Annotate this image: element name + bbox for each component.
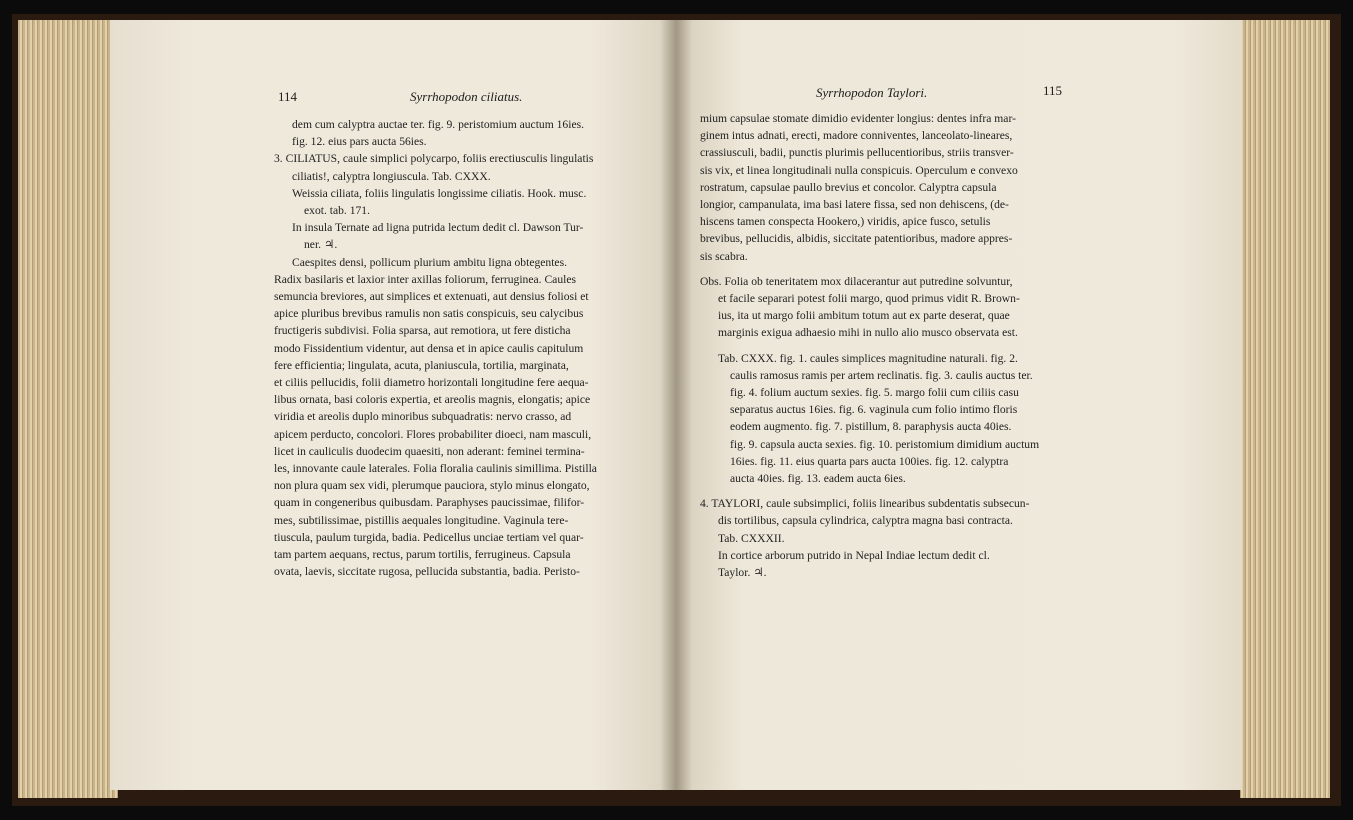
text-line: fig. 12. eius pars aucta 56ies. — [292, 135, 427, 149]
running-head: Syrrhopodon ciliatus. — [410, 89, 523, 104]
book-gutter — [660, 20, 692, 790]
page-edges-left — [18, 20, 118, 798]
text-line: fere efficientia; lingulata, acuta, planiuscula, tortilia, marginata, — [274, 358, 569, 372]
page-edges-right — [1240, 20, 1330, 798]
text-line: ius, ita ut margo folii ambitum totum aut ex parte deserat, quae — [718, 309, 1010, 323]
text-line: Radix basilaris et laxior inter axillas foliorum, ferruginea. Caules — [274, 272, 576, 286]
running-head: Syrrhopodon Taylori. — [816, 85, 928, 100]
text-line: apice pluribus brevibus ramulis non satis conspicuis, seu calycibus — [274, 307, 584, 321]
text-line: rostratum, capsulae paullo brevius et concolor. Calyptra capsula — [700, 180, 997, 194]
text-line: ginem intus adnati, erecti, madore conniventes, lanceolato-lineares, — [700, 129, 1013, 143]
text-line: 3. CILIATUS, caule simplici polycarpo, foliis erectiusculis lingulatis — [274, 152, 594, 166]
text-line: Taylor. ♃. — [718, 566, 767, 580]
text-line: eodem augmento. fig. 7. pistillum, 8. paraphysis aucta 40ies. — [730, 420, 1012, 434]
text-line: viridia et areolis duplo minoribus subquadratis: nervo crasso, ad — [274, 410, 572, 424]
text-line: dis tortilibus, capsula cylindrica, calyptra magna basi contracta. — [718, 514, 1013, 528]
text-line: caulis ramosus ramis per artem reclinatis. fig. 3. caulis auctus ter. — [730, 368, 1033, 382]
text-line: fig. 9. capsula aucta sexies. fig. 10. peristomium dimidium auctum — [730, 437, 1040, 451]
text-line: Weissia ciliata, foliis lingulatis longissime ciliatis. Hook. musc. — [292, 186, 587, 200]
text-line: hiscens tamen conspecta Hookero,) viridis, apice fusco, setulis — [700, 215, 991, 229]
left-page — [110, 20, 676, 790]
text-line: Tab. CXXX. fig. 1. caules simplices magnitudine naturali. fig. 2. — [718, 351, 1018, 365]
text-line: separatus auctus 16ies. fig. 6. vaginula cum folio intimo floris — [730, 403, 1018, 417]
text-line: sis scabra. — [700, 249, 748, 263]
page-number: 115 — [1043, 83, 1063, 98]
text-line: In cortice arborum putrido in Nepal Indiae lectum dedit cl. — [718, 548, 990, 562]
text-line: brevibus, pellucidis, albidis, siccitate patentioribus, madore appres- — [700, 232, 1013, 246]
text-line: tam partem aequans, rectus, parum tortilis, ferrugineus. Capsula — [274, 548, 571, 562]
text-line: dem cum calyptra auctae ter. fig. 9. peristomium auctum 16ies. — [292, 118, 585, 131]
text-line: ner. ♃. — [304, 238, 338, 252]
text-line: sis vix, et linea longitudinali nulla conspicuis. Operculum e convexo — [700, 163, 1018, 177]
text-line: ovata, laevis, siccitate rugosa, pellucida substantia, badia. Peristo- — [274, 565, 580, 579]
text-line: mes, subtilissimae, pistillis aequales longitudine. Vaginula tere- — [274, 513, 569, 527]
text-line: tiuscula, paulum turgida, badia. Pedicellus unciae tertiam vel quar- — [274, 530, 584, 544]
text-line: aucta 40ies. fig. 13. eadem aucta 6ies. — [730, 472, 906, 486]
text-line: modo Fissidentium videntur, aut densa et in apice caulis capitulum — [274, 341, 584, 355]
text-line: crassiusculi, badii, punctis plurimis pellucentioribus, striis transver- — [700, 146, 1014, 160]
page-number: 114 — [278, 89, 298, 104]
right-page — [676, 20, 1242, 790]
right-body-text — [700, 110, 1090, 581]
text-line: fig. 4. folium auctum sexies. fig. 5. margo folii cum ciliis casu — [730, 386, 1019, 400]
text-line: Tab. CXXXII. — [718, 531, 785, 545]
text-line: quam in congeneribus quibusdam. Paraphyses paucissimae, filifor- — [274, 496, 585, 510]
left-body-text — [274, 116, 659, 580]
text-line: 16ies. fig. 11. eius quarta pars aucta 100ies. fig. 12. calyptra — [730, 454, 1009, 468]
text-line: fructigeris subdivisi. Folia sparsa, aut remotiora, ut fere disticha — [274, 324, 571, 338]
text-line: longior, campanulata, ima basi latere fissa, sed non dehiscens, (de- — [700, 198, 1009, 212]
text-line: Caespites densi, pollicum plurium ambitu ligna obtegentes. — [292, 255, 567, 269]
text-line: et facile separari potest folii margo, quod primus vidit R. Brown- — [718, 292, 1020, 306]
text-line: exot. tab. 171. — [304, 204, 371, 218]
text-line: non plura quam sex vidi, plerumque pauciora, stylo minus elongato, — [274, 479, 590, 493]
text-line: mium capsulae stomate dimidio evidenter longius: dentes infra mar- — [700, 112, 1016, 125]
text-line: ciliatis!, calyptra longiuscula. Tab. CXXX. — [292, 169, 491, 183]
text-line: 4. TAYLORI, caule subsimplici, foliis linearibus subdentatis subsecun- — [700, 497, 1030, 511]
text-line: marginis exigua adhaesio mihi in nullo alio musco observata est. — [718, 326, 1018, 340]
text-line: apicem perducto, concolori. Flores probabiliter dioeci, nam masculi, — [274, 427, 592, 441]
text-line: semuncia breviores, aut simplices et extenuati, aut densius foliosi et — [274, 290, 589, 304]
text-line: In insula Ternate ad ligna putrida lectum dedit cl. Dawson Tur- — [292, 221, 584, 235]
text-line: Obs. Folia ob teneritatem mox dilacerantur aut putredine solvuntur, — [700, 274, 1013, 288]
text-line: licet in cauliculis duodecim quaesiti, non aderant: feminei termina- — [274, 444, 585, 458]
text-line: et ciliis pellucidis, folii diametro horizontali longitudine fere aequa- — [274, 376, 589, 390]
text-line: les, innovante caule laterales. Folia floralia caulinis simillima. Pistilla — [274, 462, 597, 476]
text-line: libus ornata, basi coloris expertia, et areolis magnis, elongatis; apice — [274, 393, 591, 407]
